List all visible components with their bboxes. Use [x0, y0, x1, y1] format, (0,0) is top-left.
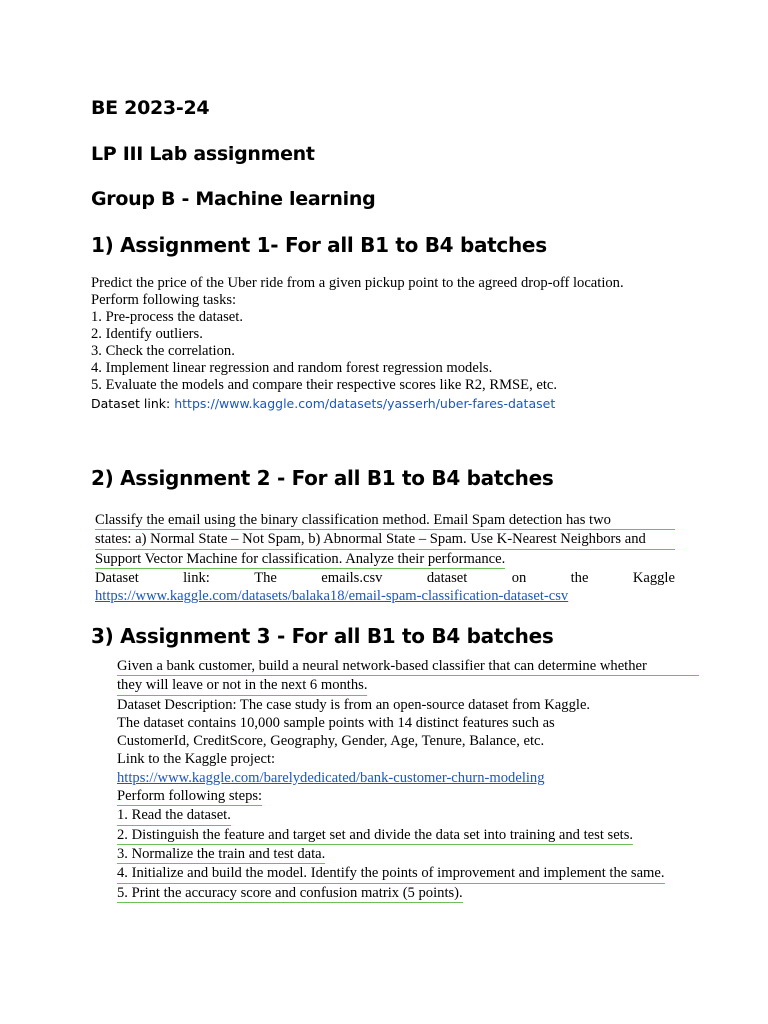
a3-line: The dataset contains 10,000 sample points with 14 distinct features such as [117, 714, 555, 731]
a3-project-link[interactable]: https://www.kaggle.com/barelydedicated/bank-customer-churn-modeling [117, 769, 545, 786]
a2-dataset-word: on [511, 569, 527, 586]
a1-line: Perform following tasks: [91, 292, 237, 308]
a1-line: Predict the price of the Uber ride from a given pickup point to the agreed drop-off location. [91, 275, 624, 291]
a2-dataset-line [95, 569, 675, 587]
year-heading: BE 2023-24 [91, 97, 210, 119]
assignment-2-title: 2) Assignment 2 - For all B1 to B4 batches [91, 466, 554, 490]
a3-step: 5. Print the accuracy score and confusion matrix (5 points). [117, 884, 463, 903]
a1-line: 5. Evaluate the models and compare their respective scores like R2, RMSE, etc. [91, 377, 558, 393]
a2-line-text: Classify the email using the binary classification method. Email Spam detection has two [95, 512, 611, 528]
a2-line-text: states: a) Normal State – Not Spam, b) Abnormal State – Spam. Use K-Nearest Neighbors and [95, 531, 646, 548]
a3-line-text: Given a bank customer, build a neural network-based classifier that can determine whether [117, 658, 647, 674]
a3-step: 2. Distinguish the feature and target set and divide the data set into training and test sets. [117, 826, 633, 845]
assignment-2-body [95, 511, 680, 605]
a3-line: CustomerId, CreditScore, Geography, Gender, Age, Tenure, Balance, etc. [117, 733, 545, 750]
a2-dataset-word: dataset [426, 569, 468, 586]
a3-step: 3. Normalize the train and test data. [117, 845, 325, 864]
a1-dataset-line [91, 395, 624, 412]
a3-step: 4. Initialize and build the model. Identify the points of improvement and implement the same. [117, 864, 665, 883]
a2-dataset-word: the [570, 569, 589, 586]
a2-dataset-word: The [254, 569, 277, 586]
a2-dataset-word: Kaggle [632, 569, 675, 586]
a3-line: Dataset Description: The case study is from an open-source dataset from Kaggle. [117, 696, 591, 713]
a3-line: they will leave or not in the next 6 months. [117, 676, 367, 695]
a2-dataset-link[interactable]: https://www.kaggle.com/datasets/balaka18/email-spam-classification-dataset-csv [95, 588, 569, 605]
assignment-1-body [91, 275, 624, 412]
a3-step: Perform following steps: [117, 787, 262, 806]
a1-line: 2. Identify outliers. [91, 326, 203, 342]
assignment-1-title: 1) Assignment 1- For all B1 to B4 batches [91, 233, 547, 257]
a2-line: Support Vector Machine for classification. Analyze their performance. [95, 550, 505, 569]
a3-line [117, 657, 699, 676]
a1-dataset-label: Dataset link: [91, 396, 175, 411]
a2-line [95, 511, 675, 530]
a2-dataset-word: emails.csv [321, 569, 383, 586]
a3-step: 1. Read the dataset. [117, 806, 231, 825]
a2-dataset-word: link: [183, 569, 210, 586]
a2-line [95, 530, 675, 549]
a1-line: 4. Implement linear regression and random forest regression models. [91, 360, 493, 376]
a2-dataset-word: Dataset [95, 569, 139, 586]
assignment-3-title: 3) Assignment 3 - For all B1 to B4 batches [91, 624, 554, 648]
a1-line: 1. Pre-process the dataset. [91, 309, 243, 325]
a3-line: Link to the Kaggle project: [117, 751, 276, 768]
assignment-3-body [117, 657, 707, 903]
a1-dataset-link[interactable]: https://www.kaggle.com/datasets/yasserh/uber-fares-dataset [174, 396, 556, 411]
a1-line: 3. Check the correlation. [91, 343, 235, 359]
group-heading: Group B - Machine learning [91, 188, 376, 210]
lab-heading: LP III Lab assignment [91, 143, 315, 165]
